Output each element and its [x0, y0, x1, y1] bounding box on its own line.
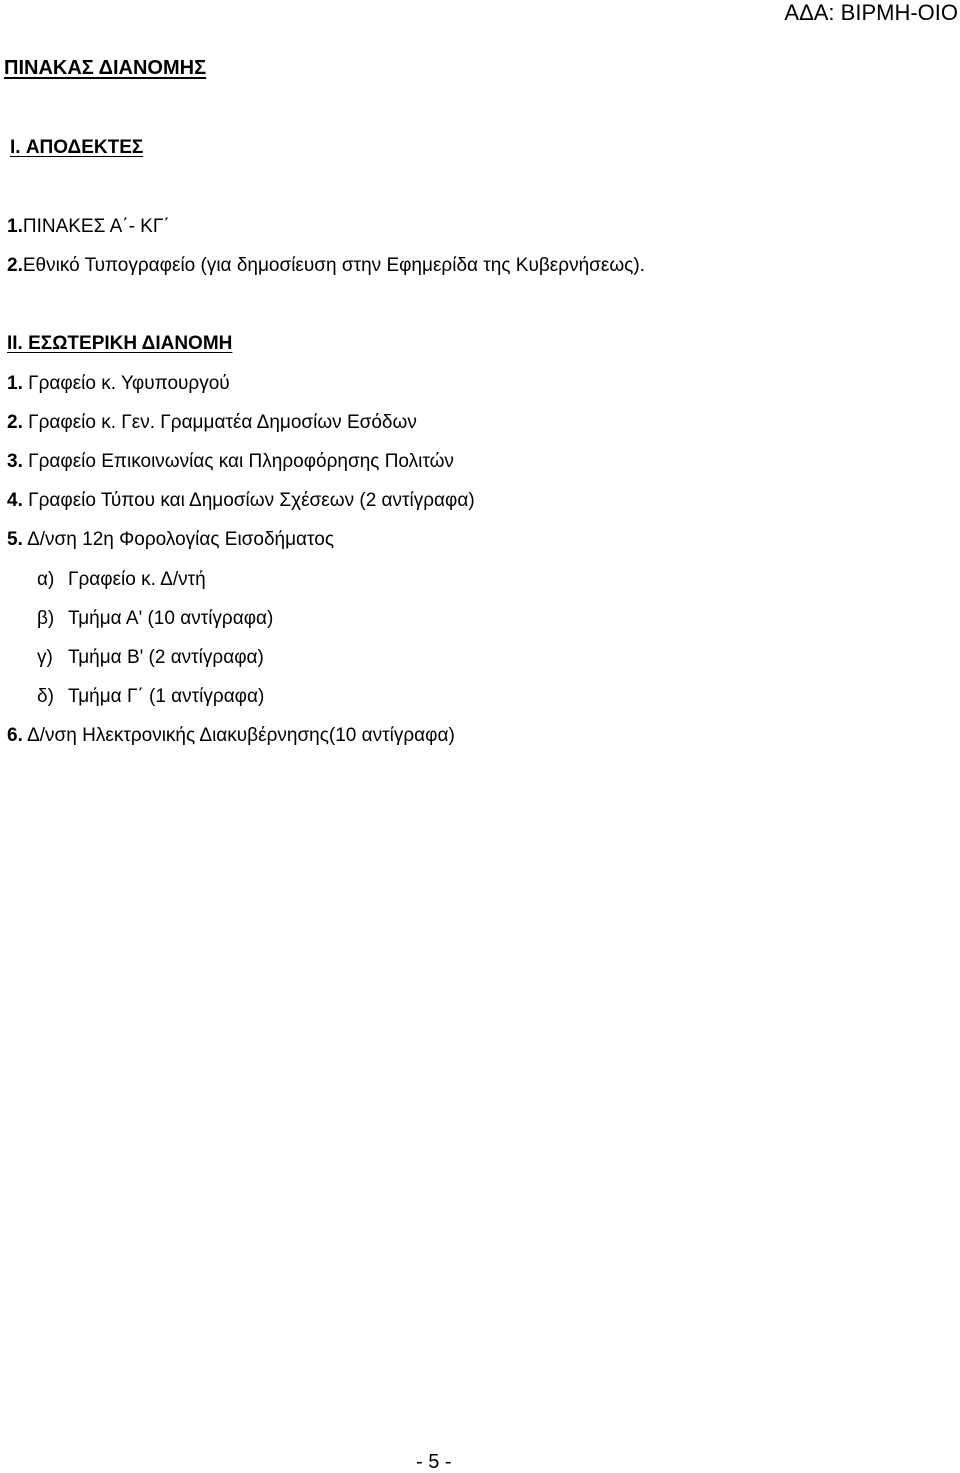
page-number: - 5 - — [416, 1451, 452, 1473]
distribution-subitem — [37, 609, 273, 628]
item-number: 1. — [7, 373, 23, 394]
distribution-subitem — [37, 687, 264, 706]
distribution-subitem — [37, 648, 264, 667]
item-number: 1. — [7, 216, 23, 237]
subitem-text: Τμήμα Γ΄ (1 αντίγραφα) — [68, 686, 265, 707]
subitem-letter: α) — [37, 569, 55, 590]
recipient-item — [7, 256, 645, 275]
recipient-item — [7, 217, 170, 236]
distribution-item — [7, 413, 417, 432]
subitem-letter: δ) — [37, 686, 54, 707]
document-title: ΠΙΝΑΚΑΣ ΔΙΑΝΟΜΗΣ — [4, 57, 207, 79]
item-number: 6. — [7, 725, 23, 746]
item-text: Γραφείο Επικοινωνίας και Πληροφόρησης Πολιτών — [22, 451, 454, 472]
item-text: Δ/νση 12η Φορολογίας Εισοδήματος — [22, 529, 334, 550]
section-heading-recipients: I. ΑΠΟΔΕΚΤΕΣ — [10, 137, 144, 158]
subitem-letter: γ) — [37, 647, 53, 668]
item-text: Γραφείο κ. Υφυπουργού — [22, 373, 230, 394]
distribution-item — [7, 374, 230, 393]
item-number: 2. — [7, 255, 23, 276]
item-number: 3. — [7, 451, 23, 472]
item-text: Δ/νση Ηλεκτρονικής Διακυβέρνησης(10 αντίγραφα) — [22, 725, 455, 746]
item-text: Γραφείο Τύπου και Δημοσίων Σχέσεων (2 αντίγραφα) — [22, 490, 475, 511]
distribution-item — [7, 726, 455, 745]
subitem-text: Τμήμα Α' (10 αντίγραφα) — [68, 608, 274, 629]
ada-code: ΑΔΑ: ΒΙΡΜΗ-ΟΙΟ — [784, 0, 958, 25]
distribution-item — [7, 530, 334, 549]
distribution-subitem — [37, 570, 206, 589]
item-number: 4. — [7, 490, 23, 511]
subitem-text: Γραφείο κ. Δ/ντή — [68, 569, 206, 590]
distribution-item — [7, 491, 475, 510]
item-number: 2. — [7, 412, 23, 433]
item-number: 5. — [7, 529, 23, 550]
subitem-text: Τμήμα Β' (2 αντίγραφα) — [68, 647, 264, 668]
item-text: Γραφείο κ. Γεν. Γραμματέα Δημοσίων Εσόδων — [22, 412, 417, 433]
distribution-item — [7, 452, 454, 471]
item-text: ΠΙΝΑΚΕΣ Α΄- ΚΓ΄ — [22, 216, 170, 237]
section-heading-internal: II. ΕΣΩΤΕΡΙΚΗ ΔΙΑΝΟΜΗ — [7, 333, 233, 354]
subitem-letter: β) — [37, 608, 55, 629]
item-text: Εθνικό Τυπογραφείο (για δημοσίευση στην Εφημερίδα της Κυβερνήσεως). — [22, 255, 645, 276]
